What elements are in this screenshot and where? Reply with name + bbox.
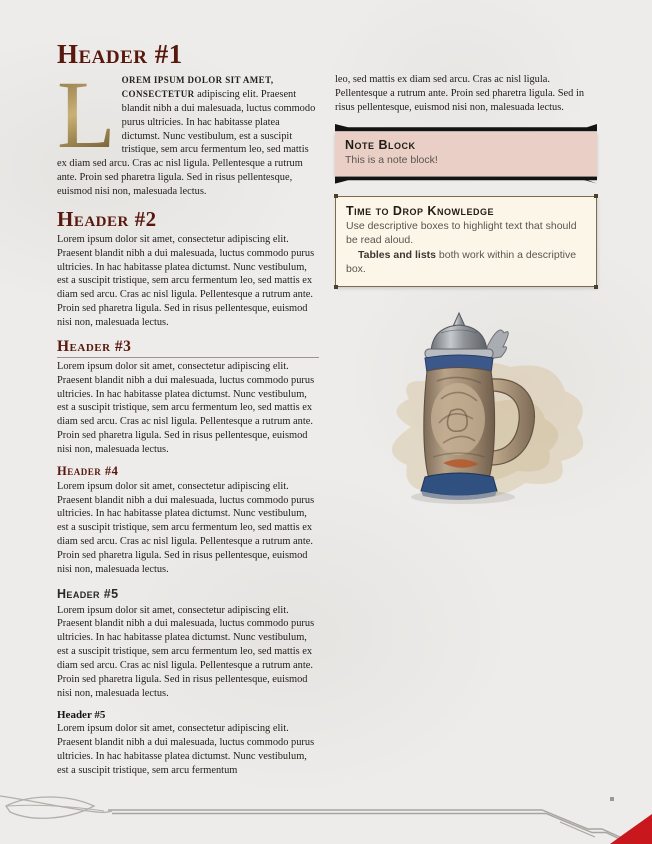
descriptive-box — [335, 196, 597, 287]
descriptive-box-title: Time to Drop Knowledge — [346, 203, 494, 218]
note-block — [335, 124, 597, 183]
page-footer-ornament — [0, 792, 652, 844]
drop-cap-letter: L — [57, 74, 122, 153]
paragraph-truncated: Lorem ipsum dolor sit amet, consectetur adipiscing elit. Praesent blandit nibh a dui malesuada, luctus commodo purus ultricies. In hac habitasse platea dictumst. Nunc vestibulum, est a suscipit tristique, sem arcu fermentum — [57, 723, 315, 776]
note-bottom-border — [335, 176, 597, 184]
stein-illustration — [335, 307, 597, 517]
descriptive-box-line1: Use descriptive boxes to highlight text that should be read aloud. — [346, 219, 577, 247]
corner-dot-icon — [334, 285, 338, 289]
lead-smallcaps-text: OREM IPSUM DOLOR SIT AMET, CONSECTETUR — [121, 75, 274, 100]
continuation-paragraph: leo, sed mattis ex diam sed arcu. Cras ac nisl ligula. Pellentesque a rutrum ante. Proin sed pharetra ligula. Sed in risus pellentesque, euismod nisi non, malesuada lectus. — [335, 74, 585, 113]
footer-dot-icon — [610, 797, 614, 801]
note-block-body: This is a note block! — [345, 154, 438, 167]
paragraph: Lorem ipsum dolor sit amet, consectetur adipiscing elit. Praesent blandit nibh a dui malesuada, luctus commodo purus ultricies. In hac habitasse platea dictumst. Nunc vestibulum, est a suscipit tristique, sem arcu fermentum leo, sed mattis ex diam sed arcu. Cras ac nisl ligula. Pellentesque a rutrum ante. Proin sed pharetra ligula. Sed in risus pellentesque, euismod nisi non, malesuada lectus. — [57, 604, 315, 699]
paragraph: Lorem ipsum dolor sit amet, consectetur adipiscing elit. Praesent blandit nibh a dui malesuada, luctus commodo purus ultricies. In hac habitasse platea dictumst. Nunc vestibulum, est a suscipit tristique, sem arcu fermentum leo, sed mattis ex diam sed arcu. Cras ac nisl ligula. Pellentesque a rutrum ante. Proin sed pharetra ligula. Sed in risus pellentesque, euismod nisi non, malesuada lectus. — [57, 233, 315, 328]
descriptive-box-bold-text: Tables and lists — [358, 248, 436, 261]
paragraph: Lorem ipsum dolor sit amet, consectetur adipiscing elit. Praesent blandit nibh a dui malesuada, luctus commodo purus ultricies. In hac habitasse platea dictumst. Nunc vestibulum, est a suscipit tristique, sem arcu fermentum leo, sed mattis ex diam sed arcu. Cras ac nisl ligula. Pellentesque a rutrum ante. Proin sed pharetra ligula. Sed in risus pellentesque, euismod nisi non, malesuada lectus. — [57, 480, 315, 575]
footer-red-triangle — [610, 814, 652, 844]
left-column — [57, 40, 319, 783]
descriptive-box-line2 — [346, 248, 586, 277]
two-column-layout — [57, 40, 597, 783]
note-top-border — [335, 124, 597, 132]
beer-stein-image — [341, 307, 591, 512]
descriptive-box-rest-text: both work within a descriptive box. — [346, 248, 577, 276]
lead-body-text: adipiscing elit. Praesent blandit nibh a dui malesuada, luctus commodo purus ultricies. In hac habitasse platea dictumst. Nunc vestibulum, est a suscipit tristique, sem arcu fermentum leo, sed mattis ex diam sed arcu. Cras ac nisl ligula. Pellentesque a rutrum ante. Proin sed pharetra ligula. Sed in risus pellentesque, euismod nisi non, malesuada lectus. — [57, 89, 316, 197]
heading-6: Header #5 — [57, 709, 106, 722]
heading-1: Header #1 — [57, 39, 183, 69]
heading-2: Header #2 — [57, 206, 157, 231]
paragraph: Lorem ipsum dolor sit amet, consectetur adipiscing elit. Praesent blandit nibh a dui malesuada, luctus commodo purus ultricies. In hac habitasse platea dictumst. Nunc vestibulum, est a suscipit tristique, sem arcu fermentum leo, sed mattis ex diam sed arcu. Cras ac nisl ligula. Pellentesque a rutrum ante. Proin sed pharetra ligula. Sed in risus pellentesque, euismod nisi non, malesuada lectus. — [57, 360, 315, 455]
heading-5: Header #5 — [57, 586, 119, 601]
heading-3: Header #3 — [57, 339, 319, 358]
right-column — [335, 40, 597, 783]
heading-4: Header #4 — [57, 463, 119, 478]
corner-dot-icon — [594, 194, 598, 198]
note-block-title: Note Block — [345, 138, 416, 153]
note-block-content — [335, 132, 597, 175]
corner-dot-icon — [594, 285, 598, 289]
lead-paragraph — [57, 61, 319, 198]
corner-dot-icon — [334, 194, 338, 198]
